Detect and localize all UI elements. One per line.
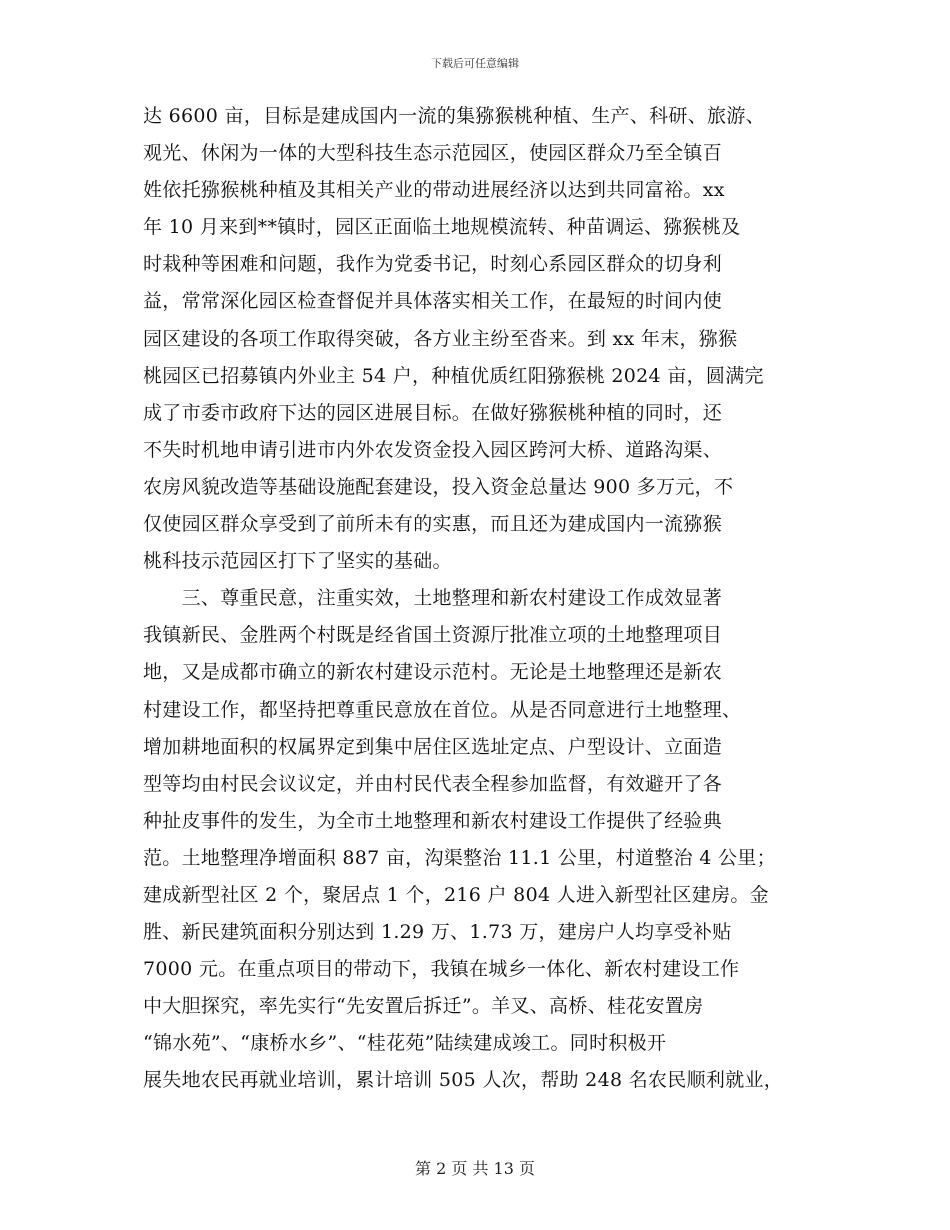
text-line: 种扯皮事件的发生，为全市土地整理和新农村建设工作提供了经验典	[143, 809, 723, 832]
text-line: 成了市委市政府下达的园区进展目标。在做好猕猴桃种植的同时，还	[143, 401, 723, 424]
text-line: 农房风貌改造等基础设施配套建设，投入资金总量达 900 多万元，不	[143, 475, 734, 498]
text-line: 村建设工作，都坚持把尊重民意放在首位。从是否同意进行土地整理、	[143, 698, 742, 721]
text-line: “锦水苑”、“康桥水乡”、“桂花苑”陆续建成竣工。同时积极开	[143, 1032, 667, 1055]
document-body	[143, 98, 833, 1100]
text-line: 年 10 月来到**镇时，园区正面临土地规模流转、种苗调运、猕猴桃及	[143, 216, 741, 239]
text-line: 观光、休闲为一体的大型科技生态示范园区，使园区群众乃至全镇百	[143, 142, 723, 165]
page-footer: 第 2 页 共 13 页	[415, 1159, 535, 1178]
text-line: 增加耕地面积的权属界定到集中居住区选址定点、户型设计、立面造	[143, 735, 723, 758]
text-line: 达 6600 亩，目标是建成国内一流的集猕猴桃种植、生产、科研、旅游、	[143, 105, 765, 127]
text-line: 地，又是成都市确立的新农村建设示范村。无论是土地整理还是新农	[143, 661, 723, 684]
text-line: 展失地农民再就业培训，累计培训 505 人次，帮助 248 名农民顺利就业，	[143, 1069, 784, 1092]
text-line: 时栽种等困难和问题，我作为党委书记，时刻心系园区群众的切身利	[143, 253, 723, 276]
text-line: 范。土地整理净增面积 887 亩，沟渠整治 11.1 公里，村道整治 4 公里；	[143, 846, 776, 869]
text-line: 胜、新民建筑面积分别达到 1.29 万、1.73 万，建房户人均享受补贴	[143, 921, 732, 944]
text-line: 桃园区已招募镇内外业主 54 户，种植优质红阳猕猴桃 2024 亩，圆满完	[143, 364, 764, 387]
page-header: 下载后可任意编辑	[431, 57, 519, 70]
text-line: 我镇新民、金胜两个村既是经省国土资源厅批准立项的土地整理项目	[143, 624, 723, 647]
text-line: 型等均由村民会议议定，并由村民代表全程参加监督，有效避开了各	[143, 772, 723, 795]
text-line: 益，常常深化园区检查督促并具体落实相关工作，在最短的时间内使	[143, 290, 723, 313]
text-line: 桃科技示范园区打下了坚实的基础。	[143, 550, 452, 573]
text-line: 建成新型社区 2 个，聚居点 1 个，216 户 804 人进入新型社区建房。金	[143, 883, 769, 906]
text-line: 园区建设的各项工作取得突破，各方业主纷至沓来。到 xx 年末，猕猴	[143, 327, 738, 350]
text-line: 仅使园区群众享受到了前所未有的实惠，而且还为建成国内一流猕猴	[143, 513, 723, 536]
section-heading: 三、尊重民意，注重实效，土地整理和新农村建设工作成效显著	[143, 587, 723, 610]
text-line: 中大胆探究，率先实行“先安置后拆迁”。羊叉、高桥、桂花安置房	[143, 995, 704, 1018]
text-line: 不失时机地申请引进市内外农发资金投入园区跨河大桥、道路沟渠、	[143, 438, 723, 461]
text-line: 姓依托猕猴桃种植及其相关产业的带动进展经济以达到共同富裕。xx	[143, 179, 725, 202]
text-line: 7000 元。在重点项目的带动下，我镇在城乡一体化、新农村建设工作	[143, 958, 740, 981]
